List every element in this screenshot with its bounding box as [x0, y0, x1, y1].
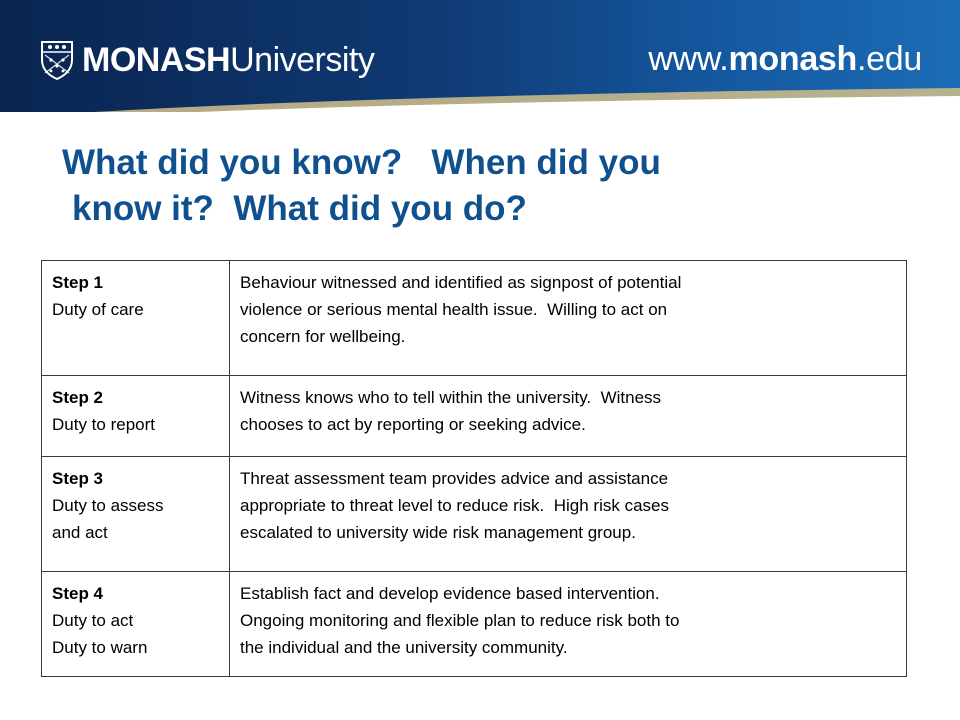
logo-wordmark-light: University: [230, 40, 375, 79]
slide-title: [62, 140, 922, 232]
website-domain: monash: [728, 40, 858, 78]
step-cell: [42, 376, 230, 457]
header-banner: [0, 0, 960, 112]
description-line: violence or serious mental health issue. Willing to act on: [240, 300, 668, 319]
logo-wordmark-bold: MONASH: [82, 40, 231, 79]
step-duty: Duty to act: [52, 611, 134, 630]
step-cell: [42, 572, 230, 677]
description-line: chooses to act by reporting or seeking advice.: [240, 415, 586, 434]
step-duty: Duty to warn: [52, 638, 148, 657]
description-cell: [230, 457, 907, 572]
description-cell: [230, 261, 907, 376]
website-suffix: .edu: [857, 40, 922, 78]
step-duty: and act: [52, 523, 108, 542]
steps-table: [41, 260, 907, 677]
table-row: [42, 261, 907, 376]
description-line: Ongoing monitoring and flexible plan to reduce risk both to: [240, 611, 680, 630]
description-cell: [230, 572, 907, 677]
description-cell: [230, 376, 907, 457]
step-cell: [42, 261, 230, 376]
slide-title-line2: know it? What did you do?: [72, 189, 527, 228]
table-row: [42, 376, 907, 457]
description-line: the individual and the university community.: [240, 638, 568, 657]
monash-logo[interactable]: [40, 40, 374, 80]
step-duty: Duty to report: [52, 415, 155, 434]
step-number: Step 1: [52, 273, 104, 292]
step-duty: Duty to assess: [52, 496, 164, 515]
crest-icon: [40, 40, 74, 80]
description-line: Threat assessment team provides advice and assistance: [240, 469, 669, 488]
description-line: Behaviour witnessed and identified as signpost of potential: [240, 273, 682, 292]
description-line: Witness knows who to tell within the university. Witness: [240, 388, 662, 407]
description-line: appropriate to threat level to reduce risk. High risk cases: [240, 496, 669, 515]
slide-title-line1: What did you know? When did you: [62, 143, 661, 182]
step-duty: Duty of care: [52, 300, 144, 319]
table-row: [42, 572, 907, 677]
table-row: [42, 457, 907, 572]
step-number: Step 2: [52, 388, 104, 407]
website-url[interactable]: [648, 40, 922, 79]
step-number: Step 4: [52, 584, 104, 603]
description-line: escalated to university wide risk management group.: [240, 523, 636, 542]
description-line: Establish fact and develop evidence based intervention.: [240, 584, 660, 603]
description-line: concern for wellbeing.: [240, 327, 406, 346]
website-prefix: www.: [648, 40, 729, 78]
step-cell: [42, 457, 230, 572]
step-number: Step 3: [52, 469, 104, 488]
